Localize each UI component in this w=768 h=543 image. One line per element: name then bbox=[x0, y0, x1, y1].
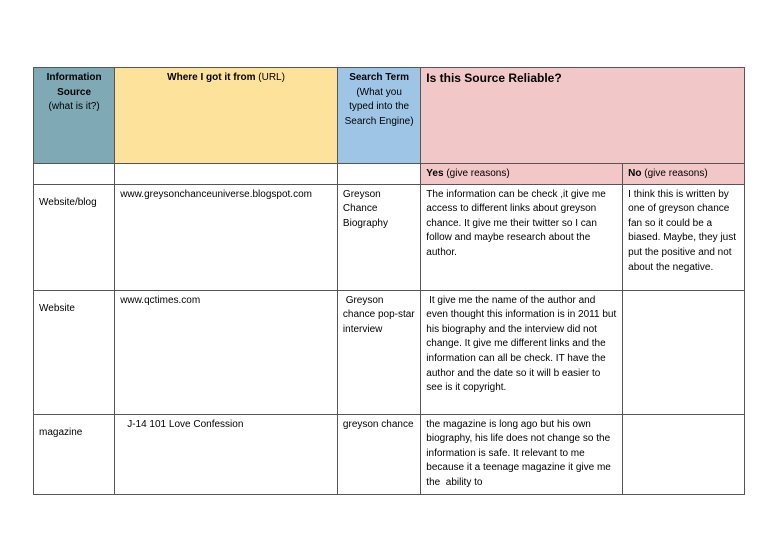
cell-search: Greyson chance pop-star interview bbox=[337, 290, 420, 414]
header-information-source bbox=[34, 68, 115, 164]
table-row bbox=[34, 184, 745, 290]
cell-no bbox=[623, 414, 745, 494]
header-information-source-label: Information Source bbox=[46, 72, 102, 98]
cell-url: J-14 101 Love Confession bbox=[115, 414, 338, 494]
header-url-note: (URL) bbox=[255, 72, 285, 83]
header-reliable bbox=[421, 68, 745, 164]
subheader-no-note: (give reasons) bbox=[641, 168, 708, 179]
source-evaluation-table bbox=[33, 67, 745, 495]
cell-source: Website/blog bbox=[34, 184, 115, 290]
cell-yes: The information can be check ,it give me access to different links about greyson chance. It give me their twitter so I can follow and maybe research about the author. bbox=[421, 184, 623, 290]
subheader-yes-note: (give reasons) bbox=[443, 168, 510, 179]
cell-no: I think this is written by one of greyson chance fan so it could be a biased. Maybe, they just put the positive and not about the negative. bbox=[623, 184, 745, 290]
table-row bbox=[34, 290, 745, 414]
header-information-source-note: (what is it?) bbox=[48, 101, 100, 113]
table-row bbox=[34, 414, 745, 494]
cell-yes: the magazine is long ago but his own biography, his life does not change so the information is safe. It relevant to me because it a teenage magazine it give me the ability to bbox=[421, 414, 623, 494]
cell-yes: It give me the name of the author and even thought this information is in 2011 but his biography and the interview did not change. It give me different links and the information can all be check. IT have the author and the date so it will b easier to see is it copyright. bbox=[421, 290, 623, 414]
header-url-label: Where I got it from bbox=[167, 72, 256, 83]
subheader-blank-cell bbox=[34, 164, 115, 185]
cell-no bbox=[623, 290, 745, 414]
header-search-term bbox=[337, 68, 420, 164]
subheader-no bbox=[623, 164, 745, 185]
header-search-term-note: (What you typed into the Search Engine) bbox=[344, 86, 414, 127]
subheader-row bbox=[34, 164, 745, 185]
cell-source: magazine bbox=[34, 414, 115, 494]
cell-search: greyson chance bbox=[337, 414, 420, 494]
header-url bbox=[115, 68, 338, 164]
header-reliable-label: Is this Source Reliable? bbox=[426, 71, 562, 85]
subheader-blank-cell bbox=[115, 164, 338, 185]
cell-url: www.qctimes.com bbox=[115, 290, 338, 414]
subheader-yes-label: Yes bbox=[426, 168, 444, 179]
subheader-blank-cell bbox=[337, 164, 420, 185]
header-row bbox=[34, 68, 745, 164]
header-search-term-label: Search Term bbox=[349, 72, 410, 83]
subheader-yes bbox=[421, 164, 623, 185]
cell-search: Greyson Chance Biography bbox=[337, 184, 420, 290]
subheader-no-label: No bbox=[628, 168, 642, 179]
cell-source: Website bbox=[34, 290, 115, 414]
cell-url: www.greysonchanceuniverse.blogspot.com bbox=[115, 184, 338, 290]
